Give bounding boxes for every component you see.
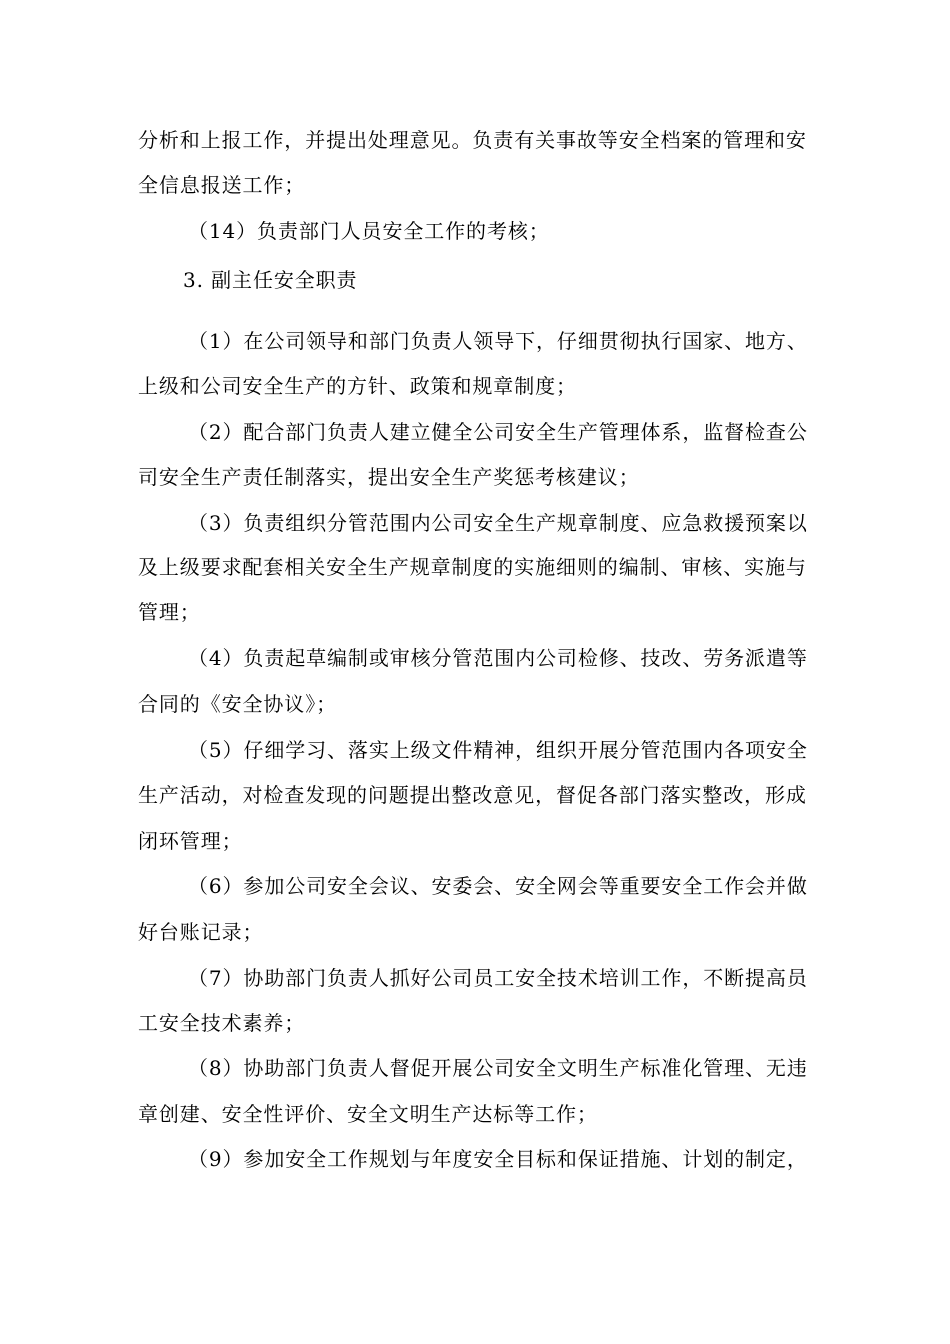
text-line: 合同的《安全协议》； (138, 692, 337, 716)
text-line: （14）负责部门人员安全工作的考核； (188, 219, 550, 243)
text-line: （1）在公司领导和部门负责人领导下，仔细贯彻执行国家、地方、 (188, 329, 808, 353)
text-line: 好台账记录； (138, 920, 264, 944)
text-line: 工安全技术素养； (138, 1011, 306, 1035)
section-heading: 3. 副主任安全职责 (183, 268, 358, 292)
text-line: 及上级要求配套相关安全生产规章制度的实施细则的编制、审核、实施与 (138, 555, 807, 579)
text-line: 生产活动，对检查发现的问题提出整改意见，督促各部门落实整改，形成 (138, 783, 807, 807)
text-line: （2）配合部门负责人建立健全公司安全生产管理体系，监督检查公 (188, 420, 808, 444)
text-line: （3）负责组织分管范围内公司安全生产规章制度、应急救援预案以 (188, 511, 808, 535)
text-line: 上级和公司安全生产的方针、政策和规章制度； (138, 374, 577, 398)
text-line: 分析和上报工作，并提出处理意见。负责有关事故等安全档案的管理和安 (138, 128, 807, 152)
text-line: 全信息报送工作； (138, 173, 306, 197)
text-line: （7）协助部门负责人抓好公司员工安全技术培训工作，不断提高员 (188, 966, 808, 990)
text-line: 闭环管理； (138, 829, 243, 853)
text-line: （6）参加公司安全会议、安委会、安全网会等重要安全工作会并做 (188, 874, 808, 898)
text-line: 司安全生产责任制落实，提出安全生产奖惩考核建议； (138, 465, 640, 489)
text-line: （5）仔细学习、落实上级文件精神，组织开展分管范围内各项安全 (188, 738, 808, 762)
text-line: （8）协助部门负责人督促开展公司安全文明生产标准化管理、无违 (188, 1056, 808, 1080)
text-line: （9）参加安全工作规划与年度安全目标和保证措施、计划的制定， (188, 1147, 808, 1171)
text-line: 章创建、安全性评价、安全文明生产达标等工作； (138, 1102, 598, 1126)
text-line: 管理； (138, 600, 201, 624)
text-line: （4）负责起草编制或审核分管范围内公司检修、技改、劳务派遣等 (188, 646, 808, 670)
